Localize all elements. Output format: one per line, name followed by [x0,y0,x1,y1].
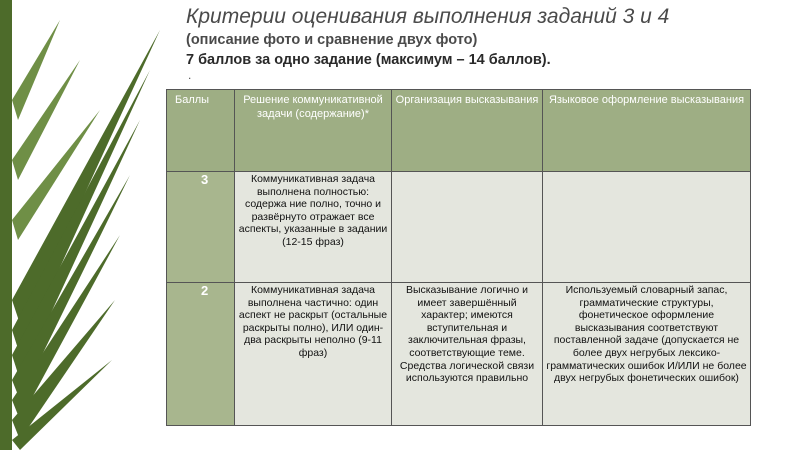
organization-cell [392,172,543,283]
score-cell: 3 [167,172,235,283]
table-header-row [167,90,751,172]
column-header-score: Баллы [167,90,235,172]
points-note: 7 баллов за одно задание (максимум – 14 баллов). [186,52,551,68]
page-subtitle: (описание фото и сравнение двух фото) [186,32,478,48]
leaf-shape [12,120,140,380]
column-header-content: Решение коммуникативной задачи (содержание)* [235,90,392,172]
language-cell [543,172,751,283]
criteria-table [166,89,751,426]
column-header-organization: Организация высказывания [392,90,543,172]
content-cell: Коммуникативная задача выполнена полностью: содержа ние полно, точно и развёрнуто отражает все аспекты, указанные в задании (12-15 фраз) [235,172,392,283]
table-row [167,172,751,283]
score-cell: 2 [167,283,235,426]
page-title: Критерии оценивания выполнения заданий 3 и 4 [186,5,670,28]
content-cell: Коммуникативная задача выполнена частично: один аспект не раскрыт (остальные раскрыты полно), ИЛИ один-два раскрыты неполно (9-11 фраз) [235,283,392,426]
bullet-marker: . [188,68,192,82]
header [186,4,786,80]
table-row [167,283,751,426]
leaf-shape [12,60,80,180]
column-header-language: Языковое оформление высказывания [543,90,751,172]
organization-cell: Высказывание логично и имеет завершённый характер; имеются вступительная и заключительная фразы, соответствующие теме. Средства логической связи используются правильно [392,283,543,426]
decorative-leaves [0,0,175,450]
language-cell: Используемый словарный запас, грамматические структуры, фонетическое оформление высказывания соответствуют поставленной задаче (допускается не более двух негрубых лексико-грамматических ошибок И/ИЛИ не более двух негрубых фонетических ошибок) [543,283,751,426]
